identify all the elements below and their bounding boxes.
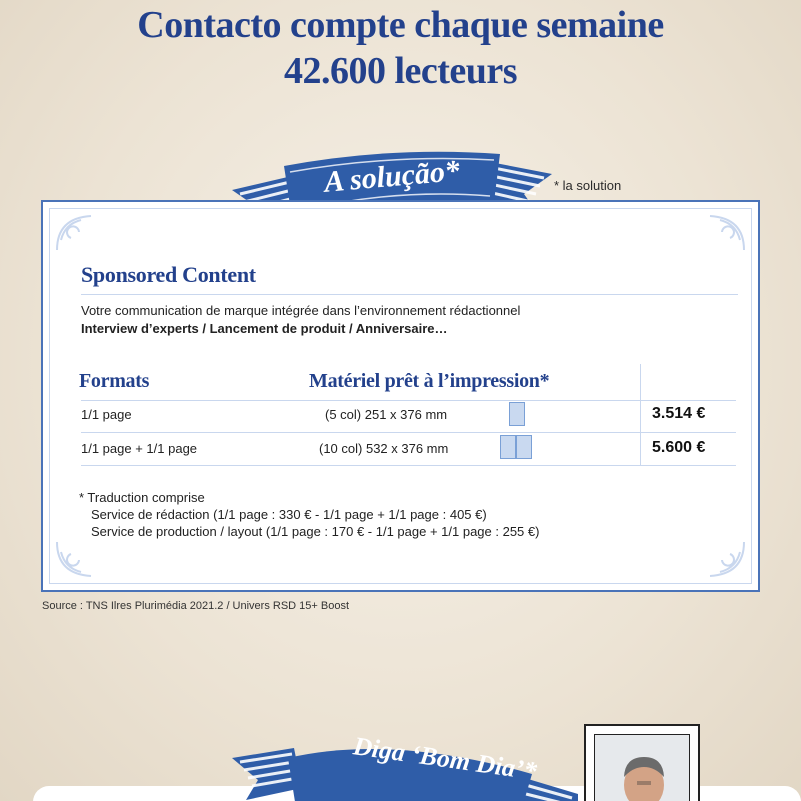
solution-footnote: * la solution — [554, 178, 622, 193]
portrait-frame — [584, 724, 700, 801]
person-portrait-icon — [595, 735, 690, 801]
headline-line-1: Contacto compte chaque semaine — [137, 4, 664, 46]
headline-line-2: 42.600 lecteurs — [283, 50, 518, 92]
double-page-icon-right — [516, 435, 532, 459]
bom-dia-banner-label: Diga ‘Bom Dia’* — [351, 731, 539, 786]
row-divider — [81, 465, 736, 466]
title-divider — [81, 294, 738, 295]
row-divider — [81, 432, 736, 433]
sponsored-content-card — [41, 200, 760, 592]
double-page-icon-left — [500, 435, 516, 459]
row-2-format: 1/1 page + 1/1 page — [81, 441, 198, 456]
header-material: Matériel prêt à l’impression* — [309, 370, 550, 392]
section-title: Sponsored Content — [81, 262, 256, 287]
row-1-format: 1/1 page — [81, 407, 132, 422]
note-production: Service de production / layout (1/1 page : 170 € - 1/1 page + 1/1 page : 255 €) — [91, 524, 540, 539]
corner-ornament-icon — [680, 512, 750, 582]
solution-banner-label: A solução* — [322, 154, 462, 199]
row-2-material: (10 col) 532 x 376 mm — [319, 441, 449, 456]
description-highlights: Interview d’experts / Lancement de produit / Anniversaire… — [81, 321, 448, 336]
note-translation: * Traduction comprise — [79, 490, 205, 505]
note-redaction: Service de rédaction (1/1 page : 330 € - 1/1 page + 1/1 page : 405 €) — [91, 507, 487, 522]
bom-dia-ribbon-banner — [232, 731, 578, 801]
row-divider — [81, 400, 736, 401]
single-page-icon — [509, 402, 525, 426]
portrait-photo — [594, 734, 690, 801]
headline — [0, 2, 801, 94]
source-citation: Source : TNS Ilres Plurimédia 2021.2 / Univers RSD 15+ Boost — [42, 600, 350, 612]
corner-ornament-icon — [680, 210, 750, 280]
row-2-price: 5.600 € — [652, 439, 706, 456]
description: Votre communication de marque intégrée dans l’environnement rédactionnel — [81, 303, 521, 318]
footnotes — [79, 489, 539, 540]
header-formats: Formats — [79, 370, 150, 392]
row-1-material: (5 col) 251 x 376 mm — [325, 407, 448, 422]
price-column-divider — [640, 364, 641, 466]
row-1-price: 3.514 € — [652, 405, 706, 422]
